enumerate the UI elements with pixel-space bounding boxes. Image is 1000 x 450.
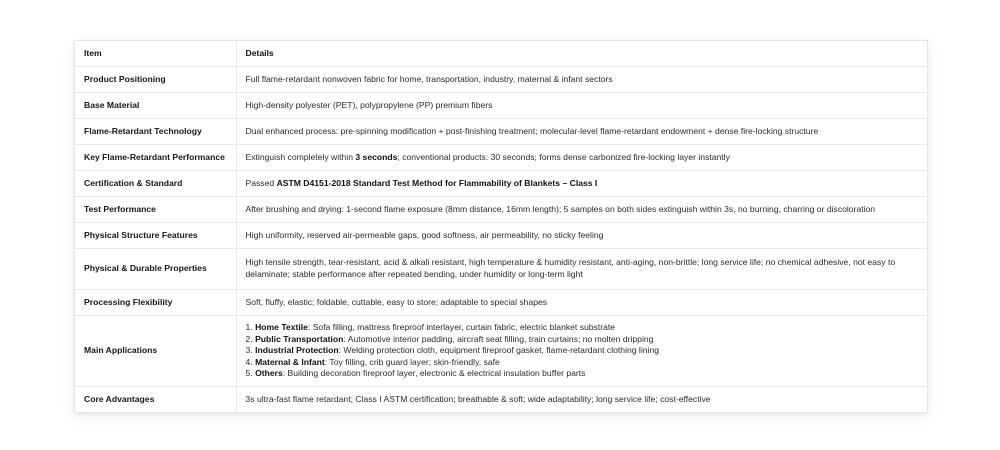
row-item-label: Physical Structure Features	[75, 223, 236, 249]
list-item	[246, 368, 919, 380]
list-number: 2.	[245, 333, 256, 344]
application-text: : Building decoration fireproof layer, electronic & electrical insulation buffer parts	[282, 368, 586, 379]
row-details: High-density polyester (PET), polypropylene (PP) premium fibers	[236, 93, 927, 119]
application-category: Industrial Protection	[255, 345, 339, 356]
row-details: Dual enhanced process: pre-spinning modification + post-finishing treatment; molecular-level flame-retardant endowment + dense fire-locking structure	[236, 119, 927, 145]
list-number: 1.	[245, 322, 256, 333]
details-highlight: 3 seconds	[355, 151, 398, 162]
row-item-label: Certification & Standard	[75, 171, 236, 197]
spec-table	[75, 41, 927, 412]
column-header-item: Item	[75, 41, 236, 67]
row-item-label: Base Material	[75, 93, 236, 119]
details-text: Passed	[245, 177, 277, 188]
row-details: 3s ultra-fast flame retardant; Class I ASTM certification; breathable & soft; wide adaptability; long service life; cost-effective	[245, 393, 711, 404]
row-item-label: Key Flame-Retardant Performance	[75, 145, 236, 171]
row-details: Full flame-retardant nonwoven fabric for home, transportation, industry, maternal & infant sectors	[236, 67, 927, 93]
table-header-row	[75, 41, 927, 67]
applications-list	[236, 316, 927, 387]
table-row	[75, 387, 927, 413]
application-text: : Automotive interior padding, aircraft seat filling, train curtains; no molten dripping	[343, 333, 654, 344]
row-item-label: Test Performance	[75, 197, 236, 223]
table-row	[75, 197, 927, 223]
column-header-details: Details	[236, 41, 927, 67]
details-text: ; conventional products: 30 seconds; forms dense carbonized fire-locking layer instantly	[397, 151, 730, 162]
application-category: Home Textile	[255, 322, 308, 333]
table-row	[75, 290, 927, 316]
application-text: : Toy filling, crib guard layer; skin-friendly, safe	[324, 356, 500, 367]
table-row	[75, 145, 927, 171]
table-row	[75, 249, 927, 290]
list-number: 4.	[245, 356, 256, 367]
list-item	[246, 357, 919, 369]
application-category: Others	[255, 368, 283, 379]
list-item	[246, 322, 919, 334]
list-item	[246, 334, 919, 346]
application-text: : Sofa filling, mattress fireproof interlayer, curtain fabric, electric blanket substrate	[307, 322, 616, 333]
application-category: Maternal & Infant	[255, 356, 325, 367]
row-details: After brushing and drying: 1-second flame exposure (8mm distance, 16mm length); 5 samples on both sides extinguish within 3s, no burning, charring or discoloration	[236, 197, 927, 223]
table-row	[75, 119, 927, 145]
table-row	[75, 93, 927, 119]
details-highlight: ASTM D4151-2018 Standard Test Method for Flammability of Blankets – Class I	[276, 177, 598, 188]
list-number: 3.	[245, 345, 256, 356]
application-text: : Welding protection cloth, equipment fireproof gasket, flame-retardant clothing lining	[338, 345, 659, 356]
table-row	[75, 223, 927, 249]
list-item	[246, 345, 919, 357]
details-text: Extinguish completely within	[245, 151, 356, 162]
row-item-label: Main Applications	[75, 316, 236, 387]
table-row	[75, 171, 927, 197]
table-row	[75, 67, 927, 93]
list-number: 5.	[245, 368, 256, 379]
row-details: High uniformity, reserved air-permeable gaps, good softness, air permeability, no sticky feeling	[236, 223, 927, 249]
row-details	[236, 171, 927, 197]
row-item-label: Flame-Retardant Technology	[75, 119, 236, 145]
row-item-label: Product Positioning	[75, 67, 236, 93]
row-item-label: Core Advantages	[75, 387, 236, 413]
row-details: Soft, fluffy, elastic; foldable, cuttable, easy to store; adaptable to special shapes	[236, 290, 927, 316]
application-category: Public Transportation	[255, 333, 344, 344]
row-details: High tensile strength, tear-resistant, acid & alkali resistant, high temperature & humidity resistant, anti-aging, non-brittle; long service life; no chemical adhesive, not easy to delaminate; stable performance after repeated bending, under humidity or long-term light	[236, 249, 927, 290]
spec-table-card	[74, 40, 928, 413]
row-item-label: Physical & Durable Properties	[75, 249, 236, 290]
table-row	[75, 316, 927, 387]
row-item-label: Processing Flexibility	[75, 290, 236, 316]
row-details	[236, 145, 927, 171]
